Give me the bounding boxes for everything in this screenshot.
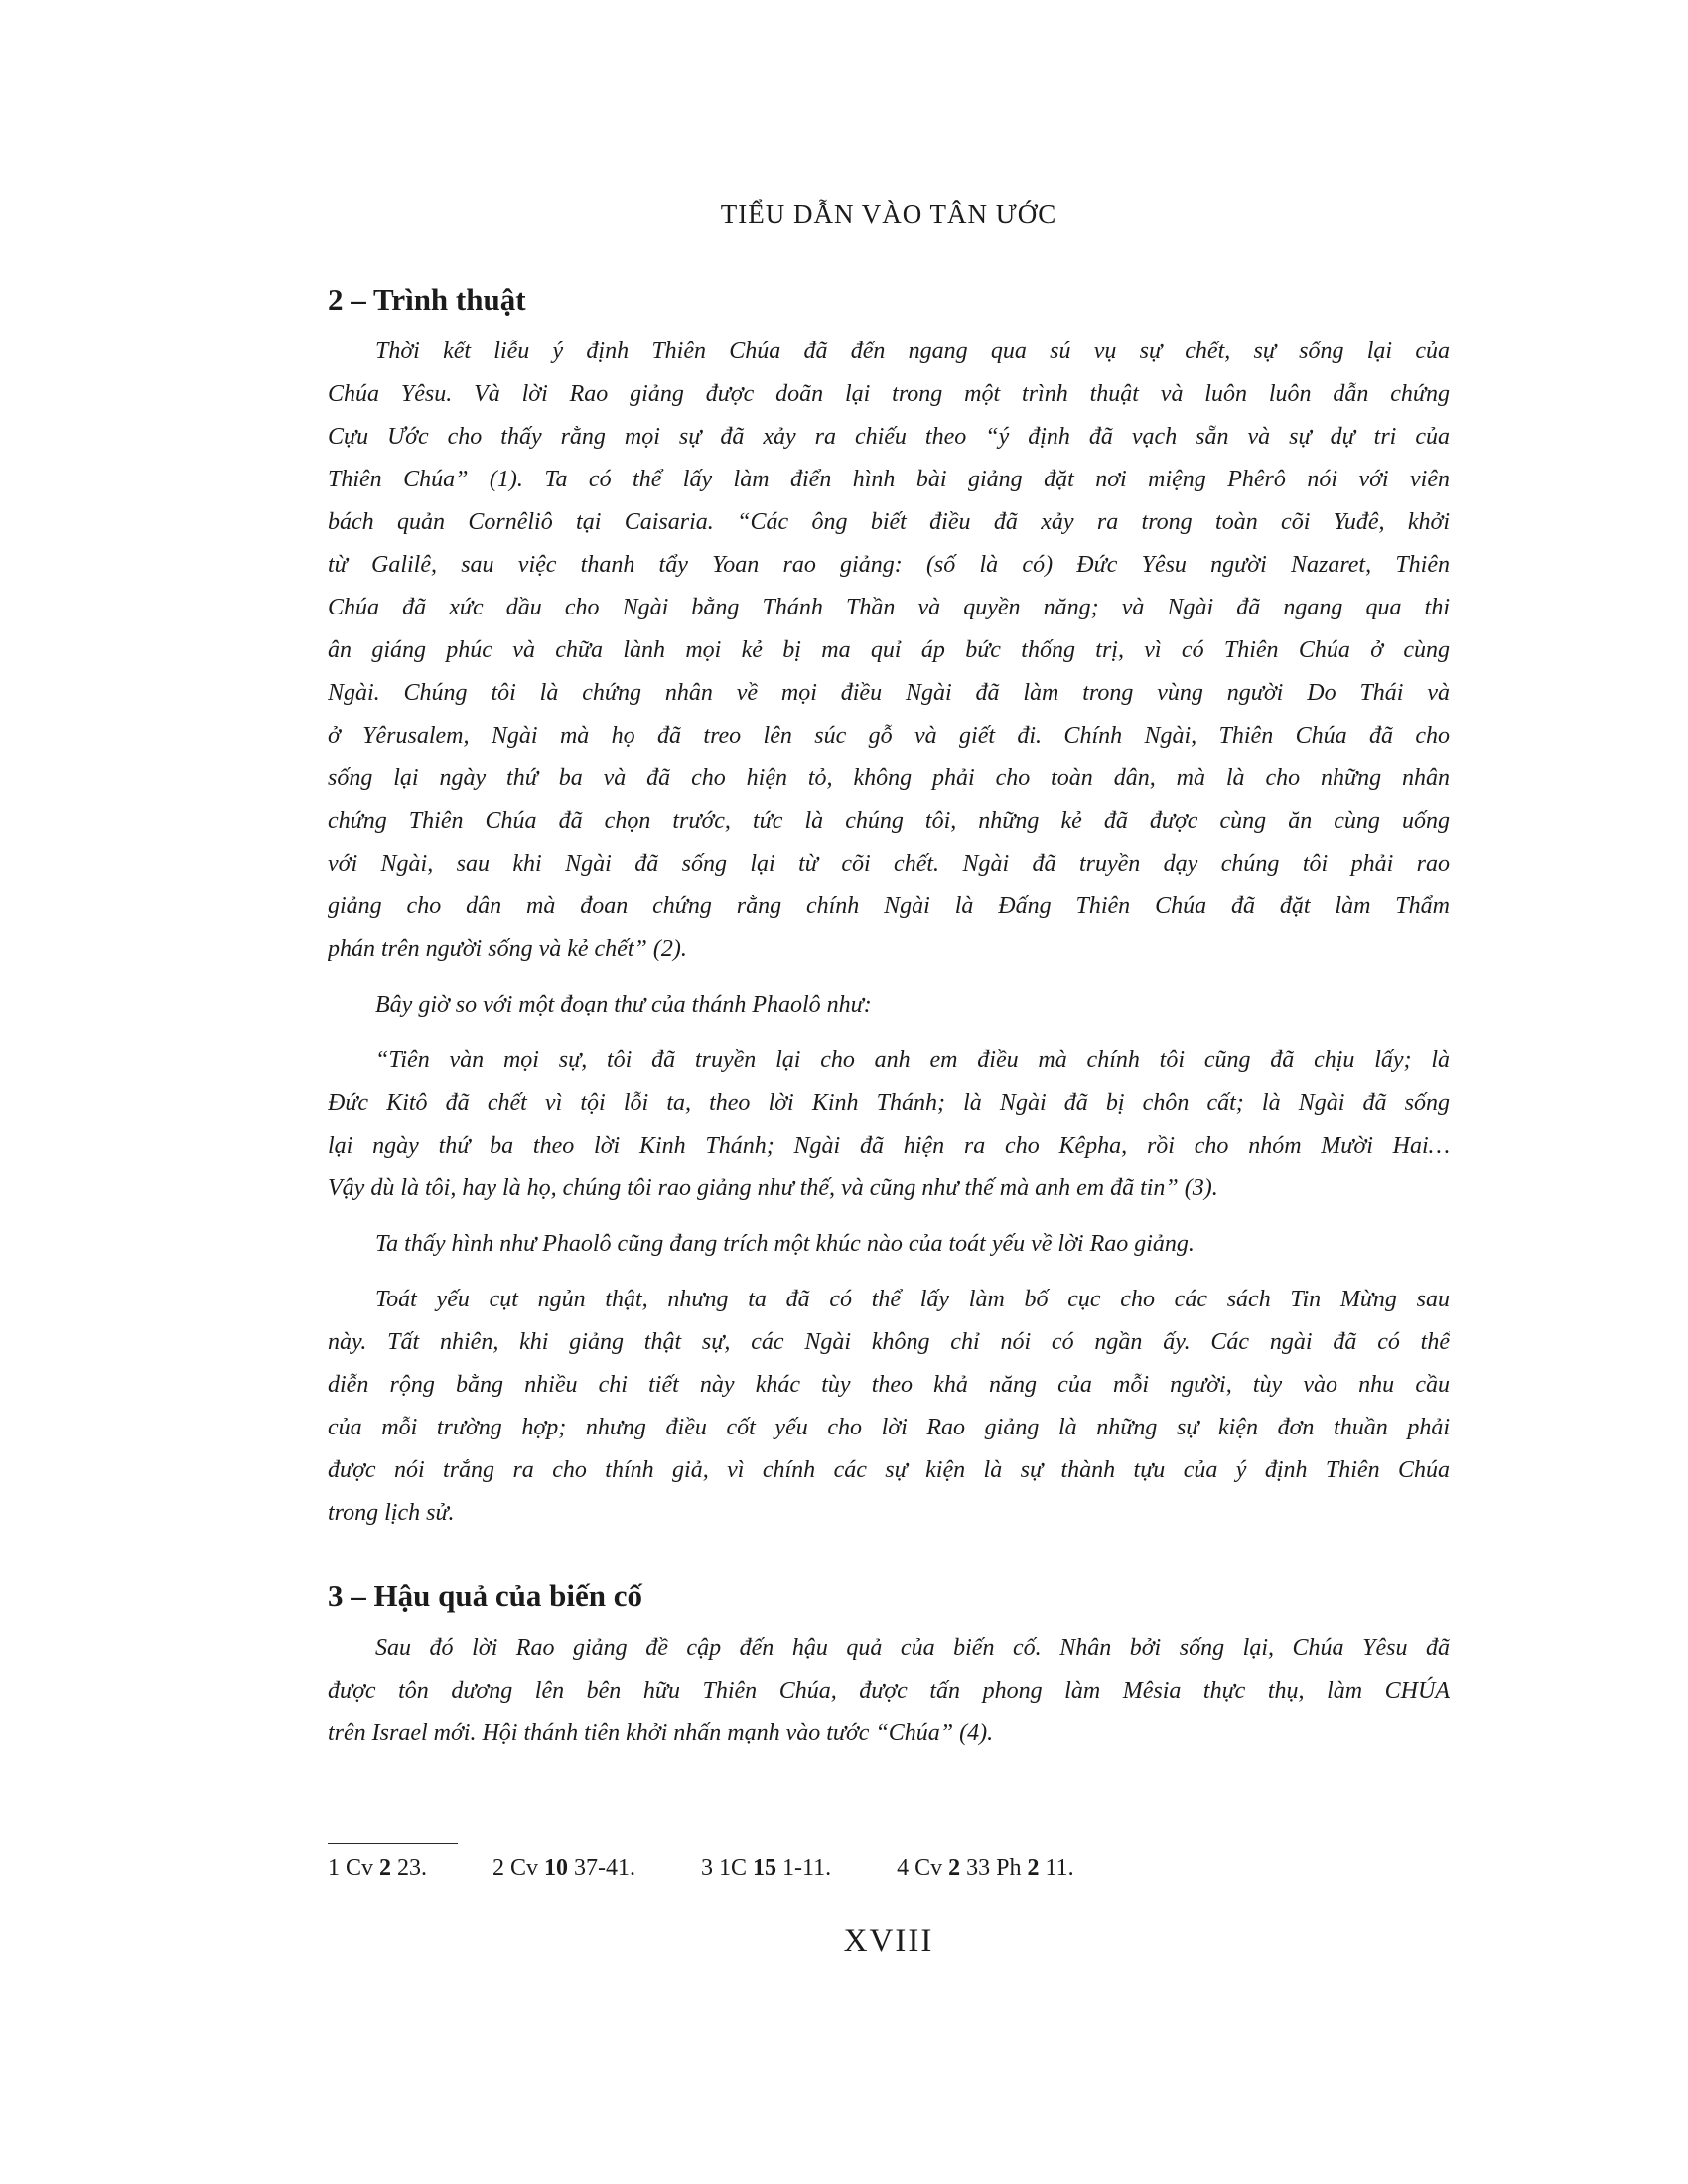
body-line: Thiên Chúa” (1). Ta có thể lấy làm điển hình bài giảng đặt nơi miệng Phêrô nói với viên xyxy=(328,467,1450,492)
footnote-text: 33 Ph xyxy=(960,1855,1028,1881)
section xyxy=(328,1578,1450,1755)
section xyxy=(328,282,1450,1535)
footnote-chapter-number: 2 xyxy=(948,1855,961,1881)
body-line: sống lại ngày thứ ba và đã cho hiện tỏ, không phải cho toàn dân, mà là cho những nhân xyxy=(328,765,1450,791)
footnote-chapter-number: 2 xyxy=(1027,1855,1040,1881)
paragraph xyxy=(328,984,1450,1026)
footnote-text: 11. xyxy=(1039,1855,1074,1881)
body-line: Bây giờ so với một đoạn thư của thánh Phaolô như: xyxy=(375,992,872,1018)
paragraph xyxy=(328,331,1450,971)
footnote-text: 2 Cv xyxy=(492,1855,545,1881)
footnote-text: 1-11. xyxy=(776,1855,832,1881)
section-heading: 3 – Hậu quả của biến cố xyxy=(328,1578,642,1613)
footnote-text: 23. xyxy=(391,1855,428,1881)
body-line: từ Galilê, sau việc thanh tẩy Yoan rao giảng: (số là có) Đức Yêsu người Nazaret, Thiên xyxy=(328,552,1450,578)
body-line: Cựu Ước cho thấy rằng mọi sự đã xảy ra chiếu theo “ý định đã vạch sẵn và sự dự tri của xyxy=(328,424,1450,450)
section-heading: 2 – Trình thuật xyxy=(328,282,526,317)
footnote-chapter-number: 2 xyxy=(379,1855,392,1881)
footnote-text: 1 Cv xyxy=(328,1855,380,1881)
body-line: của mỗi trường hợp; nhưng điều cốt yếu cho lời Rao giảng là những sự kiện đơn thuần phải xyxy=(328,1415,1450,1440)
body-line: với Ngài, sau khi Ngài đã sống lại từ cõi chết. Ngài đã truyền dạy chúng tôi phải rao xyxy=(328,851,1450,877)
body-line: được nói trắng ra cho thính giả, vì chính các sự kiện là sự thành tựu của ý định Thiên Chúa xyxy=(328,1457,1450,1483)
text-column xyxy=(328,282,1450,1961)
paragraph xyxy=(328,1627,1450,1755)
body-line: chứng Thiên Chúa đã chọn trước, tức là chúng tôi, những kẻ đã được cùng ăn cùng uống xyxy=(328,808,1450,834)
page-number: XVIII xyxy=(843,1923,934,1959)
body-line: Sau đó lời Rao giảng đề cập đến hậu quả của biến cố. Nhân bởi sống lại, Chúa Yêsu đã xyxy=(375,1635,1450,1661)
footnote-item xyxy=(328,1853,427,1883)
footnote-item xyxy=(701,1853,831,1883)
body-line: diễn rộng bằng nhiều chi tiết này khác tùy theo khả năng của mỗi người, tùy vào nhu cầu xyxy=(328,1372,1450,1398)
body-line: phán trên người sống và kẻ chết” (2). xyxy=(328,936,687,962)
body-line: bách quản Cornêliô tại Caisaria. “Các ông biết điều đã xảy ra trong toàn cõi Yuđê, khởi xyxy=(328,509,1450,535)
footnote-item xyxy=(492,1853,635,1883)
paragraph xyxy=(328,1223,1450,1266)
page-header-title: TIỂU DẪN VÀO TÂN ƯỚC xyxy=(720,200,1057,229)
footnote-text: 4 Cv xyxy=(897,1855,949,1881)
body-line: ân giáng phúc và chữa lành mọi kẻ bị ma quỉ áp bức thống trị, vì có Thiên Chúa ở cùng xyxy=(328,637,1450,663)
footnote-text: 3 1C xyxy=(701,1855,754,1881)
body-line: Chúa Yêsu. Và lời Rao giảng được doãn lại trong một trình thuật và luôn luôn dẫn chứng xyxy=(328,381,1450,407)
body-line: Ngài. Chúng tôi là chứng nhân về mọi điều Ngài đã làm trong vùng người Do Thái và xyxy=(328,680,1450,706)
footnote-separator-rule xyxy=(328,1843,458,1844)
body-line: Thời kết liễu ý định Thiên Chúa đã đến ngang qua sú vụ sự chết, sự sống lại của xyxy=(375,339,1450,364)
footnote-chapter-number: 15 xyxy=(753,1855,777,1881)
sections xyxy=(328,282,1450,1755)
body-line: trên Israel mới. Hội thánh tiên khởi nhấn mạnh vào tước “Chúa” (4). xyxy=(328,1720,994,1746)
body-line: được tôn dương lên bên hữu Thiên Chúa, được tấn phong làm Mêsia thực thụ, làm CHÚA xyxy=(328,1678,1450,1704)
body-line: giảng cho dân mà đoan chứng rằng chính Ngài là Đấng Thiên Chúa đã đặt làm Thẩm xyxy=(328,893,1450,919)
body-line: Vậy dù là tôi, hay là họ, chúng tôi rao giảng như thế, và cũng như thế mà anh em đã tin” (3). xyxy=(328,1175,1218,1201)
body-line: Toát yếu cụt ngủn thật, nhưng ta đã có thể lấy làm bố cục cho các sách Tin Mừng sau xyxy=(375,1287,1450,1312)
body-line: lại ngày thứ ba theo lời Kinh Thánh; Ngài đã hiện ra cho Kêpha, rồi cho nhóm Mười Hai… xyxy=(328,1133,1450,1159)
body-line: Ta thấy hình như Phaolô cũng đang trích một khúc nào của toát yếu về lời Rao giảng. xyxy=(375,1231,1195,1257)
body-line: Chúa đã xức dầu cho Ngài bằng Thánh Thần và quyền năng; và Ngài đã ngang qua thi xyxy=(328,595,1450,620)
paragraph xyxy=(328,1039,1450,1210)
footnote-item xyxy=(897,1853,1073,1883)
body-line: ở Yêrusalem, Ngài mà họ đã treo lên súc gỗ và giết đi. Chính Ngài, Thiên Chúa đã cho xyxy=(328,723,1450,749)
body-line: này. Tất nhiên, khi giảng thật sự, các Ngài không chỉ nói có ngần ấy. Các ngài đã có thể xyxy=(328,1329,1450,1355)
body-line: trong lịch sử. xyxy=(328,1500,455,1526)
footnotes xyxy=(328,1853,1450,1883)
body-line: “Tiên vàn mọi sự, tôi đã truyền lại cho anh em điều mà chính tôi cũng đã chịu lấy; là xyxy=(375,1047,1450,1073)
paragraph xyxy=(328,1279,1450,1535)
body-line: Đức Kitô đã chết vì tội lỗi ta, theo lời Kinh Thánh; là Ngài đã bị chôn cất; là Ngài đã sống xyxy=(328,1090,1450,1116)
footnote-text: 37-41. xyxy=(568,1855,636,1881)
footnote-chapter-number: 10 xyxy=(544,1855,569,1881)
